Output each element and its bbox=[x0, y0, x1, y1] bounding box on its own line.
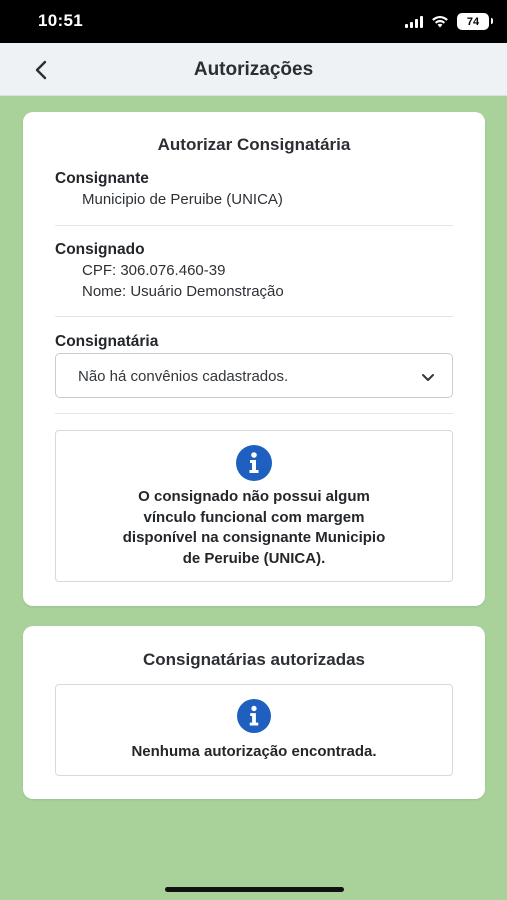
divider bbox=[55, 225, 453, 226]
signal-icon bbox=[405, 15, 423, 28]
consignataria-label: Consignatária bbox=[55, 333, 159, 350]
no-authorization-message: Nenhuma autorização encontrada. bbox=[131, 743, 377, 760]
authorize-card bbox=[23, 112, 485, 606]
info-icon bbox=[237, 699, 271, 733]
page-title: Autorizações bbox=[193, 59, 314, 80]
chevron-down-icon bbox=[420, 369, 436, 385]
consignado-nome: Nome: Usuário Demonstração bbox=[82, 283, 284, 300]
no-margin-message bbox=[76, 487, 432, 569]
no-margin-info-box bbox=[55, 430, 453, 582]
no-margin-line: de Peruibe (UNICA). bbox=[182, 549, 326, 567]
info-icon bbox=[236, 445, 272, 481]
consignante-value: Municipio de Peruibe (UNICA) bbox=[82, 191, 283, 208]
status-time: 10:51 bbox=[38, 11, 83, 30]
status-bar bbox=[0, 0, 507, 43]
battery-level: 74 bbox=[466, 15, 480, 28]
consignante-label: Consignante bbox=[55, 170, 149, 187]
consignado-label: Consignado bbox=[55, 241, 145, 258]
divider bbox=[55, 413, 453, 414]
authorized-card-title: Consignatárias autorizadas bbox=[142, 650, 365, 669]
no-margin-line: O consignado não possui algum bbox=[138, 488, 370, 505]
battery-icon bbox=[457, 13, 489, 30]
divider bbox=[55, 316, 453, 317]
consignado-cpf: CPF: 306.076.460-39 bbox=[82, 262, 226, 279]
home-indicator[interactable] bbox=[165, 887, 344, 892]
status-icons bbox=[405, 13, 489, 30]
authorize-card-title: Autorizar Consignatária bbox=[157, 135, 351, 154]
no-authorization-info-box bbox=[55, 684, 453, 776]
no-margin-line: disponível na consignante Municipio bbox=[122, 529, 386, 546]
authorized-card bbox=[23, 626, 485, 799]
wifi-icon bbox=[431, 15, 449, 28]
consignataria-select[interactable] bbox=[55, 353, 453, 398]
no-margin-line: vínculo funcional com margem bbox=[143, 508, 365, 526]
consignataria-select-value: Não há convênios cadastrados. bbox=[78, 368, 289, 385]
app-header bbox=[0, 43, 507, 96]
